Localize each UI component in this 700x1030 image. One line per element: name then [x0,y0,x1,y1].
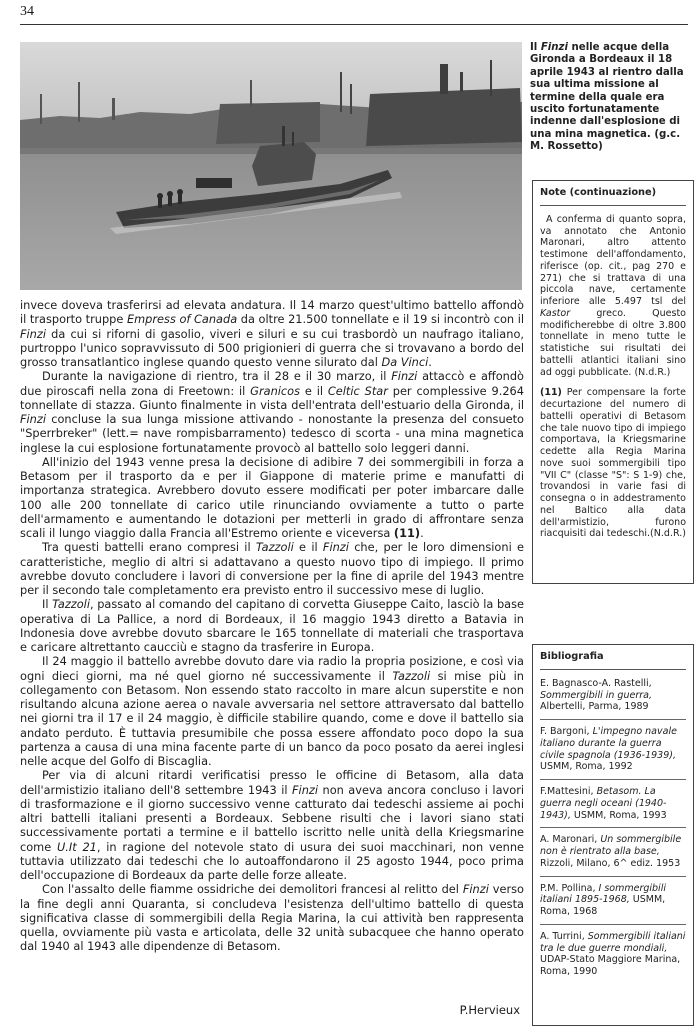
bib-author: E. Bagnasco-A. Rastelli, [540,677,652,689]
text-run: da oltre 21.500 tonnellate e il 19 si incontrò con il [237,312,525,327]
italic-term: Da Vinci [381,355,429,369]
text-run: , in ragione del notevole stato di usura dei suoi macchinari, non venne tuttavia utilizzato dai tedeschi che lo autoaffondarono il 25 agosto 1944, poco prima dell'occupazione di Bordeaux da parte delle forze alleate. [20,839,524,882]
text-run: All'inizio del 1943 venne presa la decisione di adibire 7 dei sommergibili in forza a Betasom per il trasporto da e per il Giappone di materie prime e manufatti di importanza strategica. Avrebbero dovuto essere modificati per poter imbarcare dalle 100 alle 200 tonnellate di carico utile rinunciando ovviamente a tutto o parte dell'armamento e aumentando le dotazioni per metterli in grado di affrontare senza scali il lungo viaggio dalla Francia all'Estremo oriente e viceversa [20,454,524,540]
italic-term: Finzi [20,412,46,426]
submarine-photo [20,42,522,290]
caption-text: Il [530,42,541,53]
italic-term: Tazzoli [392,668,431,683]
bib-author: F.Mattesini, [540,786,597,797]
bib-publisher: USMM, Roma, 1992 [540,761,633,773]
italic-term: Empress of Canada [126,312,238,327]
bib-author: P.M. Pollina, [540,882,599,894]
note-item [540,387,686,540]
notes-divider [540,205,686,206]
caption-ship-name: Finzi [540,42,568,53]
text-run: Per via di alcuni ritardi verificatisi presso le officine di Betasom, alla data dell'armistizio italiano dell'8 settembre 1943 il [20,768,524,797]
paragraph [20,540,524,597]
bib-publisher: UDAP-Stato Maggiore Marina, Roma, 1990 [540,954,681,977]
text-run: . [420,526,424,540]
text-run: invece doveva trasferirsi ad elevata andatura. Il 14 marzo quest'ultimo battello affondò il trasporto truppe [20,298,524,327]
bibliography-box [532,644,694,1026]
header-rule [20,24,688,25]
text-run: verso la fine degli anni Quaranta, si concludeva l'esistenza dell'ultimo battello di questa significativa classe di sommergibili della Regia Marina, la cui attività ben rappresenta quella, ovviamente più vasta e articolata, delle 32 unità subacquee che hanno operato dal 1940 al 1943 alle dipendenze di Betasom. [20,882,524,954]
bibliography-entry [540,924,686,984]
text-run: si mise più in collegamento con Betasom. Non essendo stato raccolto in mare alcun superstite e non risultando alcuna azione aerea o navale avversaria nel settore attraversato dal battello nei giorni tra il 17 e il 24 maggio, è difficile stabilire quando, come e dove il battello sia andato perduto. È tuttavia presumibile che possa essere affondato poco dopo la sua partenza a causa di una mina facente parte di un banco da poco posato da aerei inglesi nelle acque del Golfo di Biscaglia. [20,668,524,768]
bibliography-entry [540,678,686,719]
bib-title: Betasom. La guerra negli oceani (1940-1943), [540,786,667,821]
text-run: da cui si riforni di gasolio, viveri e siluri e su cui trasbordò un naufrago italiano, purtroppo l'unico sopravvissuto di 500 prigionieri di guerra che si trovavano a bordo del grosso transatlantico inglese quando questo venne silurato dal [20,326,524,369]
article-body [20,298,524,954]
bib-title: Sommergibili italiani tra le due guerre mondiali, [540,930,686,954]
bib-author: F. Bargoni, [540,726,593,737]
text-run: e il [300,383,328,398]
italic-term: U.It 21 [56,839,97,854]
paragraph [20,369,524,455]
paragraph [20,298,524,369]
text-run: che, per le loro dimensioni e caratteristiche, meglio di altri si adattavano a questo nuovo tipo di impiego. Il primo avrebbe dovuto concludere i lavori di conversione per la fine di aprile del 1943 mentre per il secondo tale completamento era previsto entro il successivo mese di luglio. [20,540,524,597]
paragraph [20,597,524,654]
text-run: concluse la sua lunga missione attivando - nonostante la presenza del consueto "Sperrbreker" (lett.= nave rompisbarramento) tedesco di scorta - una mina magnetica inglese la cui esplosione fortunatamente provocò al battello solo leggeri danni. [20,412,524,455]
italic-term: Finzi [292,782,319,797]
bib-title: I sommergibili italiani 1895-1968, [540,882,666,906]
italic-term: Tazzoli [255,540,294,555]
paragraph [20,455,524,541]
page-number: 34 [20,4,34,19]
bib-title: Un sommergibile non è rientrato alla base, [540,834,682,857]
italic-term: Granicos [250,383,301,398]
paragraph [20,768,524,882]
bibliography-entry [540,779,686,827]
text-run: e il [293,540,323,555]
text-run: Il 24 maggio il battello avrebbe dovuto dare via radio la propria posizione, e così via ogni dieci giorni, ma né quel giorno né successivamente il [20,654,524,683]
bib-publisher: USMM, Roma, 1968 [540,894,666,917]
bib-title: Sommergibili in guerra, [540,689,652,701]
caption-text: nelle acque della Gironda a Bordeaux il 18 aprile 1943 al rientro dalla sua ultima missione al termine della quale era uscito fortunatamente indenne dall'esplosione di una mina magnetica. (g.c. M. Rossetto) [530,42,684,153]
bibliography-entry [540,719,686,779]
notes-title: Note (continuazione) [540,187,657,198]
notes-box [532,180,694,584]
bib-publisher: Rizzoli, Milano, 6^ ediz. 1953 [540,857,681,869]
italic-term: Tazzoli [52,597,90,612]
note-reference: (11) [393,526,421,540]
note-text: greco. Questo modificherebbe di oltre 3.800 tonnellate in meno tutte le statistiche sui risultati dei battelli atlantici italiani sino ad oggi pubblicate. (N.d.R.) [540,307,686,378]
text-run: . [428,355,432,369]
text-run: Durante la navigazione di rientro, tra il 28 e il 30 marzo, il [42,369,392,384]
text-run: Tra questi battelli erano compresi il [42,540,256,555]
bibliography-divider [540,669,686,670]
bib-publisher: USMM, Roma, 1993 [570,809,667,821]
italic-term: Celtic Star [327,383,388,398]
note-item [540,214,686,379]
text-run: attaccò e affondò due piroscafi nella zona di Freetown: il [20,369,524,398]
bibliography-entry [540,827,686,875]
italic-term: Finzi [20,326,46,341]
bib-author: A. Turrini, [540,930,588,942]
note-text: A conferma di quanto sopra, va annotato che Antonio Maronari, altro attento testimone dell'affondamento, riferisce (op. cit., pag 270 e 271) che si trattava di una piccola nave, certamente inferiore alle 5.497 tsl del [540,213,686,307]
text-run: Con l'assalto delle fiamme ossidriche dei demolitori francesi al relitto del [42,882,463,897]
italic-term: Finzi [391,369,418,384]
italic-term: Finzi [462,882,489,897]
bib-title: L'impegno navale italiano durante la guerra civile spagnola (1936-1939), [540,726,677,761]
bibliography-title: Bibliografia [540,651,604,662]
bib-author: A. Maronari, [540,834,601,846]
text-run: , passato al comando del capitano di corvetta Giuseppe Caito, lasciò la base operativa di La Pallice, a nord di Bordeaux, il 16 maggio 1943 diretto a Batavia in Indonesia dove avrebbe dovuto sbarcare le 165 tonnellate di materiali che trasportava e caricare altrettanto caucciù e stagno da trasferire in Europa. [20,597,524,654]
bibliography-entry [540,876,686,924]
italic-term: Finzi [322,540,349,555]
photo-caption [530,42,690,154]
note-text: Per compensare la forte decurtazione del numero di battelli operativi di Betasom che tale nuovo tipo di impiego comportava, la Kriegsmarine cedette alla Regia Marina nove suoi sommergibili tipo "VII C" (classe "S": S 1-9) che, trovandosi in varie fasi di consegna o in addestramento nel Baltico alla data dell'armistizio, furono riacquisiti dai tedeschi.(N.d.R.) [540,387,686,540]
note-ship-name: Kastor [540,307,571,319]
note-number: (11) [540,387,562,399]
text-run: per complessive 9.264 tonnellate di stazza. Giunto finalmente in vista dell'entrata dell'estuario della Gironda, il [20,383,524,412]
bib-publisher: Albertelli, Parma, 1989 [540,701,649,713]
paragraph [20,654,524,768]
text-run: non aveva ancora concluso i lavori di trasformazione e il giorno successivo venne catturato dai tedeschi assieme ai pochi altri battelli italiani presenti a Bordeaux. Sebbene risulti che i lavori siano stati successivamente portati a termine e il battello iscritto nelle unità della Kriegsmarine come [20,782,525,854]
paragraph [20,882,524,953]
text-run: Il [42,597,53,612]
author-signature: P.Hervieux [459,1003,520,1017]
